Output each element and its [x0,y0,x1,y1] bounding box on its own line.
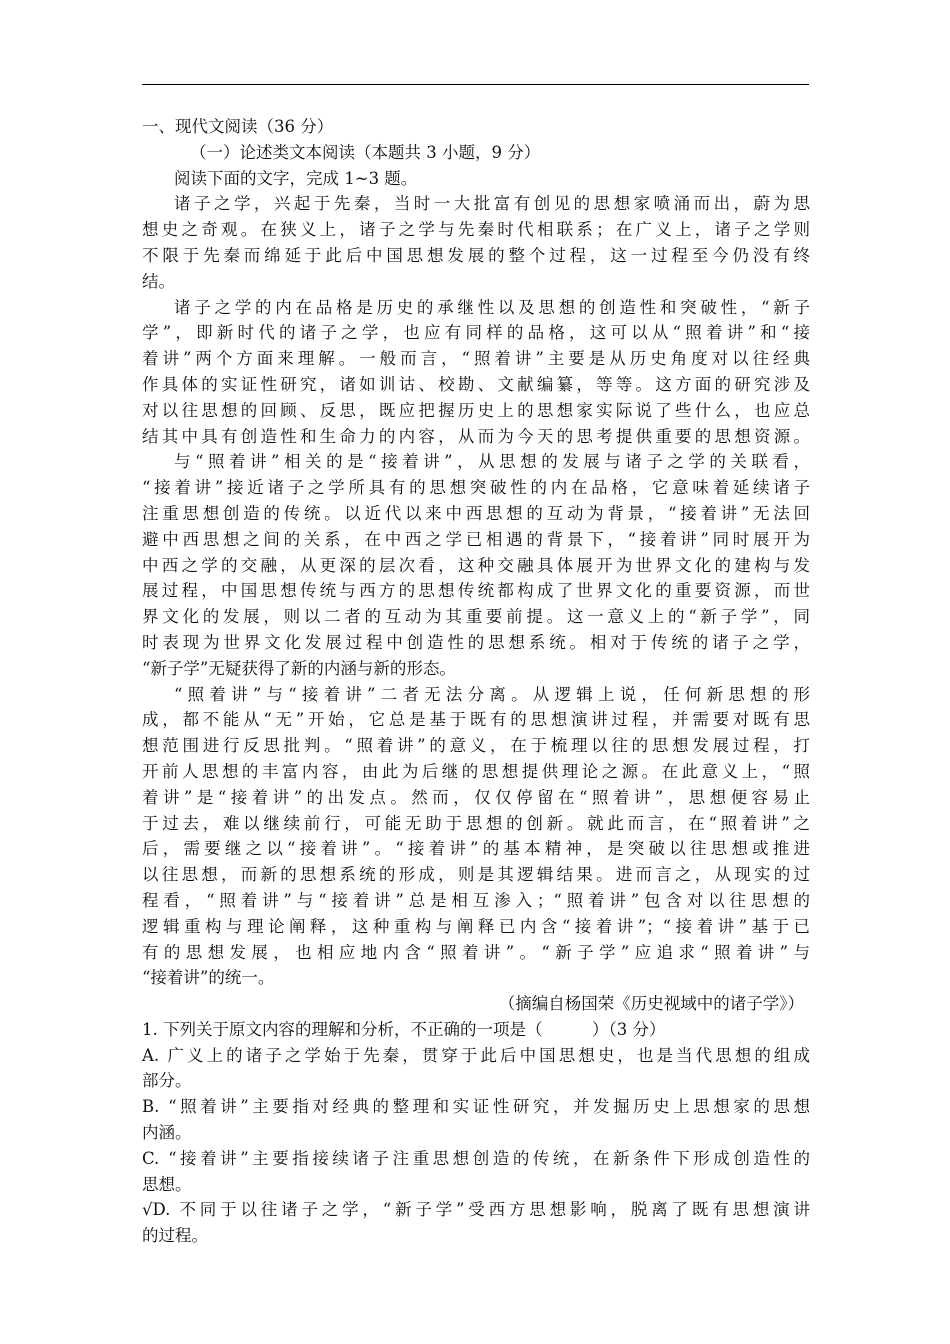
passage-line: 逻辑重构与理论阐释，这种重构与阐释已内含“接着讲”；“接着讲”基于已 [142,916,810,936]
option-line: 的过程。 [142,1226,208,1246]
question-stem: 1. 下列关于原文内容的理解和分析，不正确的一项是（ ）（3 分） [142,1019,666,1039]
reading-section [142,114,810,1249]
option-line: 内涵。 [142,1123,192,1143]
passage-line: 结其中具有创造性和生命力的内容，从而为今天的思考提供重要的思想资源。 [142,426,810,446]
question-options [142,1043,810,1249]
passage-line: 后，需要继之以“接着讲”。“接着讲”的基本精神，是突破以往思想或推进 [142,839,810,859]
answer-option [142,1146,810,1198]
instruction-text: 阅读下面的文字，完成 1~3 题。 [174,168,418,188]
option-line: √D. 不同于以往诸子之学，“新子学”受西方思想影响，脱离了既有思想演讲 [142,1200,810,1220]
passage-line: 作具体的实证性研究，诸如训诂、校勘、文献编纂，等等。这方面的研究涉及 [142,374,810,394]
passage [142,191,810,991]
option-line: 思想。 [142,1174,192,1194]
passage-line: 不限于先秦而绵延于此后中国思想发展的整个过程，这一过程至今仍没有终 [142,245,810,265]
passage-line: “接着讲”接近诸子之学所具有的思想突破性的内在品格，它意味着延续诸子 [142,478,810,498]
passage-line: 着讲”是“接着讲”的出发点。然而，仅仅停留在“照着讲”，思想便容易止 [142,787,810,807]
source-citation: （摘编自杨国荣《历史视域中的诸子学》） [498,994,804,1014]
passage-line: 诸子之学的内在品格是历史的承继性以及思想的创造性和突破性，“新子 [174,297,810,317]
passage-line: 学”，即新时代的诸子之学，也应有同样的品格，这可以从“照着讲”和“接 [142,323,810,343]
answer-option [142,1094,810,1146]
passage-line: “接着讲”的统一。 [142,968,275,988]
passage-line: 开前人思想的丰富内容，由此为后继的思想提供理论之源。在此意义上，“照 [142,761,810,781]
answer-option [142,1043,810,1095]
passage-line: 时表现为世界文化发展过程中创造性的思想系统。相对于传统的诸子之学， [142,632,810,652]
passage-line: 以往思想，而新的思想系统的形成，则是其逻辑结果。进而言之，从现实的过 [142,865,810,885]
subsection-heading: （一）论述类文本阅读（本题共 3 小题，9 分） [190,142,541,162]
question-1 [142,1017,810,1249]
passage-line: 着讲”两个方面来理解。一般而言，“照着讲”主要是从历史角度对以往经典 [142,349,810,369]
passage-line: “新子学”无疑获得了新的内涵与新的形态。 [142,658,456,678]
passage-line: 想史之奇观。在狭义上，诸子之学与先秦时代相联系；在广义上，诸子之学则 [142,220,810,240]
option-line: C. “接着讲”主要指接续诸子注重思想创造的传统，在新条件下形成创造性的 [142,1148,810,1168]
passage-line: 避中西思想之间的关系，在中西之学已相遇的背景下，“接着讲”同时展开为 [142,529,810,549]
passage-line: 界文化的发展，则以二者的互动为其重要前提。这一意义上的“新子学”，同 [142,607,810,627]
option-line: A. 广义上的诸子之学始于先秦，贯穿于此后中国思想史，也是当代思想的组成 [142,1045,810,1065]
passage-line: 成，都不能从“无”开始，它总是基于既有的思想演讲过程，并需要对既有思 [142,710,810,730]
passage-line: 与“照着讲”相关的是“接着讲”，从思想的发展与诸子之学的关联看， [174,452,810,472]
header-rule [142,84,809,85]
passage-line: 中西之学的交融，从更深的层次看，这种交融具体展开为世界文化的建构与发 [142,555,810,575]
passage-line: 想范围进行反思批判。“照着讲”的意义，在于梳理以往的思想发展过程，打 [142,736,810,756]
passage-line: 注重思想创造的传统。以近代以来中西思想的互动为背景，“接着讲”无法回 [142,503,810,523]
option-line: B. “照着讲”主要指对经典的整理和实证性研究，并发掘历史上思想家的思想 [142,1097,810,1117]
passage-line: 有的思想发展，也相应地内含“照着讲”。“新子学”应追求“照着讲”与 [142,942,810,962]
passage-line: 对以往思想的回顾、反思，既应把握历史上的思想家实际说了些什么，也应总 [142,400,810,420]
passage-line: 程看，“照着讲”与“接着讲”总是相互渗入；“照着讲”包含对以往思想的 [142,890,810,910]
section-heading: 一、现代文阅读（36 分） [142,117,334,136]
passage-line: 于过去，难以继续前行，可能无助于思想的创新。就此而言，在“照着讲”之 [142,813,810,833]
passage-line: 展过程，中国思想传统与西方的思想传统都构成了世界文化的重要资源，而世 [142,581,810,601]
passage-line: “照着讲”与“接着讲”二者无法分离。从逻辑上说，任何新思想的形 [174,684,810,704]
passage-line: 结。 [142,271,175,291]
passage-line: 诸子之学，兴起于先秦，当时一大批富有创见的思想家喷涌而出，蔚为思 [174,194,810,214]
option-line: 部分。 [142,1071,192,1091]
answer-option [142,1197,810,1249]
